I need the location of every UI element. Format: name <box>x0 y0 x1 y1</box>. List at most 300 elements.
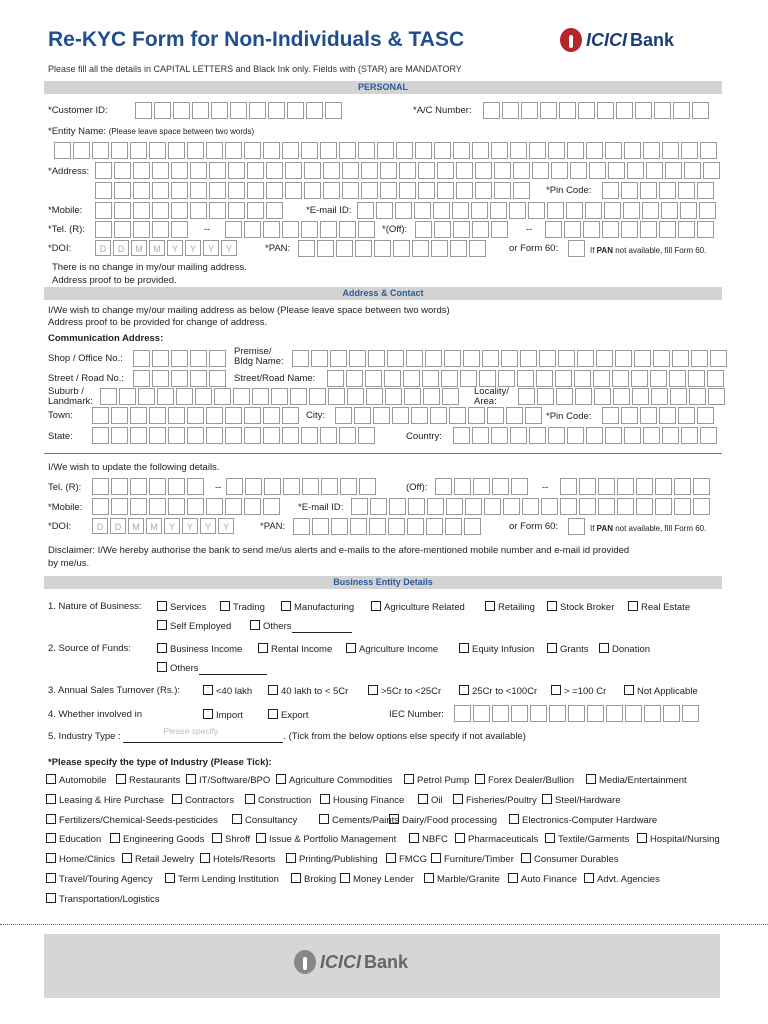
turnover-5-option[interactable] <box>624 685 698 697</box>
char-box[interactable] <box>54 142 71 159</box>
char-box[interactable] <box>370 498 387 515</box>
char-box[interactable] <box>510 427 527 444</box>
char-box[interactable] <box>214 388 231 405</box>
turnover-2-checkbox[interactable] <box>368 685 378 695</box>
char-box[interactable] <box>594 388 611 405</box>
upd-tel-r-number-boxes[interactable] <box>226 478 378 495</box>
char-box[interactable] <box>525 407 542 424</box>
industry-2-1-checkbox[interactable] <box>232 814 242 824</box>
char-box[interactable] <box>597 102 614 119</box>
char-box[interactable] <box>335 407 352 424</box>
char-box[interactable] <box>225 221 242 238</box>
char-box[interactable] <box>586 427 603 444</box>
date-box[interactable]: D <box>110 518 126 534</box>
char-box[interactable] <box>346 370 363 387</box>
industry-3-1-option[interactable] <box>110 833 204 845</box>
industry-5-0-option[interactable] <box>46 873 153 885</box>
char-box[interactable] <box>171 221 188 238</box>
char-box[interactable] <box>114 221 131 238</box>
char-box[interactable] <box>111 498 128 515</box>
char-box[interactable] <box>209 202 226 219</box>
char-box[interactable] <box>464 518 481 535</box>
char-box[interactable] <box>418 162 435 179</box>
date-box[interactable]: M <box>128 518 144 534</box>
date-box[interactable]: Y <box>185 240 201 256</box>
char-box[interactable] <box>358 142 375 159</box>
char-box[interactable] <box>244 427 261 444</box>
form60-box[interactable] <box>568 240 587 257</box>
pin-code-boxes[interactable] <box>602 182 716 199</box>
char-box[interactable] <box>336 240 353 257</box>
char-box[interactable] <box>473 478 490 495</box>
char-box[interactable] <box>627 162 644 179</box>
char-box[interactable] <box>304 182 321 199</box>
char-box[interactable] <box>415 142 432 159</box>
industry-3-7-option[interactable] <box>637 833 720 845</box>
char-box[interactable] <box>399 162 416 179</box>
industry-4-3-option[interactable] <box>286 853 378 865</box>
char-box[interactable] <box>233 388 250 405</box>
funds-0-checkbox[interactable] <box>157 643 167 653</box>
char-box[interactable] <box>434 221 451 238</box>
char-box[interactable] <box>503 498 520 515</box>
char-box[interactable] <box>699 202 716 219</box>
entity-name-boxes[interactable] <box>54 142 719 159</box>
char-box[interactable] <box>327 370 344 387</box>
char-box[interactable] <box>655 478 672 495</box>
char-box[interactable] <box>475 162 492 179</box>
ac-number-boxes[interactable] <box>483 102 711 119</box>
char-box[interactable] <box>537 388 554 405</box>
char-box[interactable] <box>290 388 307 405</box>
industry-0-0-option[interactable] <box>46 774 107 786</box>
char-box[interactable] <box>454 478 471 495</box>
char-box[interactable] <box>636 478 653 495</box>
char-box[interactable] <box>435 478 452 495</box>
customer-id-boxes[interactable] <box>135 102 344 119</box>
nature-others-option[interactable] <box>250 620 352 633</box>
char-box[interactable] <box>560 478 577 495</box>
char-box[interactable] <box>365 370 382 387</box>
char-box[interactable] <box>511 478 528 495</box>
char-box[interactable] <box>680 202 697 219</box>
nature-others-specify-line[interactable] <box>292 621 352 633</box>
char-box[interactable] <box>247 182 264 199</box>
char-box[interactable] <box>444 350 461 367</box>
char-box[interactable] <box>135 102 152 119</box>
char-box[interactable] <box>693 498 710 515</box>
char-box[interactable] <box>195 388 212 405</box>
char-box[interactable] <box>653 350 670 367</box>
char-box[interactable] <box>73 142 90 159</box>
char-box[interactable] <box>247 202 264 219</box>
tel-off-number-boxes[interactable] <box>545 221 716 238</box>
char-box[interactable] <box>149 478 166 495</box>
char-box[interactable] <box>621 221 638 238</box>
char-box[interactable] <box>681 427 698 444</box>
date-box[interactable]: D <box>92 518 108 534</box>
char-box[interactable] <box>317 240 334 257</box>
char-box[interactable] <box>697 221 714 238</box>
char-box[interactable] <box>624 427 641 444</box>
char-box[interactable] <box>494 162 511 179</box>
char-box[interactable] <box>301 427 318 444</box>
char-box[interactable] <box>548 427 565 444</box>
industry-4-1-option[interactable] <box>122 853 194 865</box>
nature-1-checkbox[interactable] <box>220 601 230 611</box>
char-box[interactable] <box>513 182 530 199</box>
char-box[interactable] <box>354 407 371 424</box>
char-box[interactable] <box>651 388 668 405</box>
funds-3-checkbox[interactable] <box>459 643 469 653</box>
char-box[interactable] <box>586 142 603 159</box>
char-box[interactable] <box>473 705 490 722</box>
premise-boxes[interactable] <box>292 350 729 367</box>
char-box[interactable] <box>521 102 538 119</box>
char-box[interactable] <box>225 427 242 444</box>
char-box[interactable] <box>621 407 638 424</box>
industry-5-6-option[interactable] <box>584 873 660 885</box>
char-box[interactable] <box>171 182 188 199</box>
char-box[interactable] <box>697 407 714 424</box>
char-box[interactable] <box>130 142 147 159</box>
industry-2-0-option[interactable] <box>46 814 218 826</box>
char-box[interactable] <box>187 407 204 424</box>
funds-5-option[interactable] <box>599 643 650 655</box>
char-box[interactable] <box>292 350 309 367</box>
char-box[interactable] <box>380 162 397 179</box>
industry-1-5-option[interactable] <box>453 794 537 806</box>
char-box[interactable] <box>339 142 356 159</box>
char-box[interactable] <box>396 142 413 159</box>
char-box[interactable] <box>263 498 280 515</box>
char-box[interactable] <box>631 370 648 387</box>
char-box[interactable] <box>342 182 359 199</box>
char-box[interactable] <box>92 407 109 424</box>
nature-2-checkbox[interactable] <box>281 601 291 611</box>
char-box[interactable] <box>430 407 447 424</box>
char-box[interactable] <box>130 427 147 444</box>
industry-3-7-checkbox[interactable] <box>637 833 647 843</box>
char-box[interactable] <box>168 498 185 515</box>
industry-0-4-checkbox[interactable] <box>404 774 414 784</box>
char-box[interactable] <box>244 142 261 159</box>
char-box[interactable] <box>114 202 131 219</box>
char-box[interactable] <box>263 427 280 444</box>
upd-tel-r-std-boxes[interactable] <box>92 478 206 495</box>
involved-0-checkbox[interactable] <box>203 709 213 719</box>
char-box[interactable] <box>487 407 504 424</box>
char-box[interactable] <box>392 407 409 424</box>
shop-boxes[interactable] <box>133 350 228 367</box>
char-box[interactable] <box>190 370 207 387</box>
char-box[interactable] <box>574 370 591 387</box>
char-box[interactable] <box>268 102 285 119</box>
funds-others-option[interactable] <box>157 662 267 675</box>
char-box[interactable] <box>152 162 169 179</box>
industry-3-6-checkbox[interactable] <box>545 833 555 843</box>
char-box[interactable] <box>114 162 131 179</box>
char-box[interactable] <box>625 705 642 722</box>
char-box[interactable] <box>168 407 185 424</box>
char-box[interactable] <box>192 102 209 119</box>
char-box[interactable] <box>282 142 299 159</box>
char-box[interactable] <box>152 182 169 199</box>
funds-1-checkbox[interactable] <box>258 643 268 653</box>
char-box[interactable] <box>541 498 558 515</box>
char-box[interactable] <box>449 407 466 424</box>
char-box[interactable] <box>304 162 321 179</box>
nature-3-option[interactable] <box>371 601 465 613</box>
char-box[interactable] <box>570 162 587 179</box>
char-box[interactable] <box>575 388 592 405</box>
char-box[interactable] <box>244 498 261 515</box>
industry-4-4-option[interactable] <box>386 853 427 865</box>
char-box[interactable] <box>437 162 454 179</box>
char-box[interactable] <box>176 388 193 405</box>
char-box[interactable] <box>320 427 337 444</box>
nature-5-option[interactable] <box>547 601 614 613</box>
char-box[interactable] <box>548 142 565 159</box>
char-box[interactable] <box>502 102 519 119</box>
industry-1-6-option[interactable] <box>542 794 620 806</box>
addr-pin-boxes[interactable] <box>602 407 716 424</box>
char-box[interactable] <box>674 478 691 495</box>
city-boxes[interactable] <box>335 407 544 424</box>
industry-5-5-checkbox[interactable] <box>508 873 518 883</box>
char-box[interactable] <box>206 427 223 444</box>
char-box[interactable] <box>247 162 264 179</box>
char-box[interactable] <box>138 388 155 405</box>
char-box[interactable] <box>171 350 188 367</box>
char-box[interactable] <box>691 350 708 367</box>
industry-1-4-option[interactable] <box>418 794 443 806</box>
char-box[interactable] <box>133 202 150 219</box>
char-box[interactable] <box>114 182 131 199</box>
industry-1-2-option[interactable] <box>245 794 311 806</box>
char-box[interactable] <box>244 221 261 238</box>
industry-0-6-checkbox[interactable] <box>586 774 596 784</box>
nature-5-checkbox[interactable] <box>547 601 557 611</box>
char-box[interactable] <box>640 221 657 238</box>
char-box[interactable] <box>190 162 207 179</box>
char-box[interactable] <box>361 162 378 179</box>
char-box[interactable] <box>452 202 469 219</box>
char-box[interactable] <box>632 388 649 405</box>
involved-1-checkbox[interactable] <box>268 709 278 719</box>
char-box[interactable] <box>252 388 269 405</box>
char-box[interactable] <box>456 182 473 199</box>
char-box[interactable] <box>206 407 223 424</box>
char-box[interactable] <box>492 705 509 722</box>
char-box[interactable] <box>320 142 337 159</box>
char-box[interactable] <box>328 388 345 405</box>
address-boxes-1[interactable] <box>95 162 722 179</box>
char-box[interactable] <box>560 498 577 515</box>
char-box[interactable] <box>596 350 613 367</box>
char-box[interactable] <box>358 221 375 238</box>
char-box[interactable] <box>640 182 657 199</box>
char-box[interactable] <box>568 518 585 535</box>
char-box[interactable] <box>347 388 364 405</box>
char-box[interactable] <box>710 350 727 367</box>
char-box[interactable] <box>659 407 676 424</box>
industry-0-2-option[interactable] <box>186 774 270 786</box>
char-box[interactable] <box>688 370 705 387</box>
nature-6-checkbox[interactable] <box>628 601 638 611</box>
char-box[interactable] <box>684 162 701 179</box>
char-box[interactable] <box>209 350 226 367</box>
industry-4-5-checkbox[interactable] <box>431 853 441 863</box>
char-box[interactable] <box>206 142 223 159</box>
industry-5-5-option[interactable] <box>508 873 577 885</box>
industry-1-6-checkbox[interactable] <box>542 794 552 804</box>
char-box[interactable] <box>700 142 717 159</box>
char-box[interactable] <box>92 498 109 515</box>
char-box[interactable] <box>659 182 676 199</box>
char-box[interactable] <box>245 478 262 495</box>
industry-2-3-option[interactable] <box>389 814 497 826</box>
char-box[interactable] <box>266 162 283 179</box>
street-boxes[interactable] <box>133 370 228 387</box>
char-box[interactable] <box>608 162 625 179</box>
char-box[interactable] <box>624 142 641 159</box>
char-box[interactable] <box>501 350 518 367</box>
turnover-3-option[interactable] <box>459 685 537 697</box>
char-box[interactable] <box>621 182 638 199</box>
char-box[interactable] <box>692 102 709 119</box>
char-box[interactable] <box>646 162 663 179</box>
industry-1-3-option[interactable] <box>320 794 404 806</box>
char-box[interactable] <box>708 388 725 405</box>
industry-1-5-checkbox[interactable] <box>453 794 463 804</box>
char-box[interactable] <box>491 427 508 444</box>
date-box[interactable]: Y <box>167 240 183 256</box>
char-box[interactable] <box>494 182 511 199</box>
char-box[interactable] <box>654 102 671 119</box>
industry-1-2-checkbox[interactable] <box>245 794 255 804</box>
char-box[interactable] <box>678 182 695 199</box>
char-box[interactable] <box>479 370 496 387</box>
char-box[interactable] <box>598 478 615 495</box>
industry-5-3-option[interactable] <box>340 873 414 885</box>
char-box[interactable] <box>190 182 207 199</box>
date-box[interactable]: M <box>131 240 147 256</box>
char-box[interactable] <box>357 202 374 219</box>
char-box[interactable] <box>617 478 634 495</box>
char-box[interactable] <box>187 498 204 515</box>
nature-6-option[interactable] <box>628 601 690 613</box>
char-box[interactable] <box>511 705 528 722</box>
char-box[interactable] <box>133 182 150 199</box>
char-box[interactable] <box>152 370 169 387</box>
industry-1-3-checkbox[interactable] <box>320 794 330 804</box>
date-box[interactable]: M <box>146 518 162 534</box>
char-box[interactable] <box>659 221 676 238</box>
char-box[interactable] <box>492 478 509 495</box>
funds-5-checkbox[interactable] <box>599 643 609 653</box>
char-box[interactable] <box>323 162 340 179</box>
date-box[interactable]: D <box>113 240 129 256</box>
char-box[interactable] <box>422 370 439 387</box>
char-box[interactable] <box>171 370 188 387</box>
char-box[interactable] <box>663 705 680 722</box>
nature-2-option[interactable] <box>281 601 354 613</box>
nature-self-employed-checkbox[interactable] <box>157 620 167 630</box>
funds-0-option[interactable] <box>157 643 242 655</box>
industry-4-3-checkbox[interactable] <box>286 853 296 863</box>
char-box[interactable] <box>350 518 367 535</box>
industry-5-6-checkbox[interactable] <box>584 873 594 883</box>
involved-0-option[interactable] <box>203 709 243 721</box>
char-box[interactable] <box>606 705 623 722</box>
char-box[interactable] <box>320 221 337 238</box>
char-box[interactable] <box>130 498 147 515</box>
char-box[interactable] <box>585 202 602 219</box>
char-box[interactable] <box>469 240 486 257</box>
date-box[interactable]: Y <box>221 240 237 256</box>
char-box[interactable] <box>152 202 169 219</box>
char-box[interactable] <box>271 388 288 405</box>
char-box[interactable] <box>168 478 185 495</box>
char-box[interactable] <box>520 350 537 367</box>
char-box[interactable] <box>283 478 300 495</box>
nature-0-option[interactable] <box>157 601 206 613</box>
char-box[interactable] <box>662 142 679 159</box>
state-boxes[interactable] <box>92 427 377 444</box>
char-box[interactable] <box>228 202 245 219</box>
char-box[interactable] <box>389 498 406 515</box>
char-box[interactable] <box>366 388 383 405</box>
industry-1-1-option[interactable] <box>172 794 234 806</box>
char-box[interactable] <box>388 518 405 535</box>
char-box[interactable] <box>613 388 630 405</box>
char-box[interactable] <box>475 182 492 199</box>
involved-1-option[interactable] <box>268 709 308 721</box>
char-box[interactable] <box>407 518 424 535</box>
char-box[interactable] <box>431 240 448 257</box>
char-box[interactable] <box>433 202 450 219</box>
char-box[interactable] <box>529 427 546 444</box>
industry-3-3-option[interactable] <box>256 833 396 845</box>
char-box[interactable] <box>225 498 242 515</box>
industry-1-0-option[interactable] <box>46 794 164 806</box>
date-box[interactable]: D <box>95 240 111 256</box>
industry-5-1-option[interactable] <box>165 873 279 885</box>
industry-3-5-option[interactable] <box>455 833 538 845</box>
char-box[interactable] <box>111 407 128 424</box>
char-box[interactable] <box>510 142 527 159</box>
char-box[interactable] <box>211 102 228 119</box>
char-box[interactable] <box>559 102 576 119</box>
char-box[interactable] <box>446 498 463 515</box>
char-box[interactable] <box>266 202 283 219</box>
funds-4-option[interactable] <box>547 643 589 655</box>
industry-4-6-option[interactable] <box>521 853 618 865</box>
mobile-boxes[interactable] <box>95 202 285 219</box>
industry-4-6-checkbox[interactable] <box>521 853 531 863</box>
date-box[interactable]: M <box>149 240 165 256</box>
industry-5-2-checkbox[interactable] <box>291 873 301 883</box>
char-box[interactable] <box>568 705 585 722</box>
char-box[interactable] <box>130 478 147 495</box>
char-box[interactable] <box>682 705 699 722</box>
char-box[interactable] <box>92 427 109 444</box>
char-box[interactable] <box>152 350 169 367</box>
char-box[interactable] <box>309 388 326 405</box>
char-box[interactable] <box>539 350 556 367</box>
industry-3-0-checkbox[interactable] <box>46 833 56 843</box>
